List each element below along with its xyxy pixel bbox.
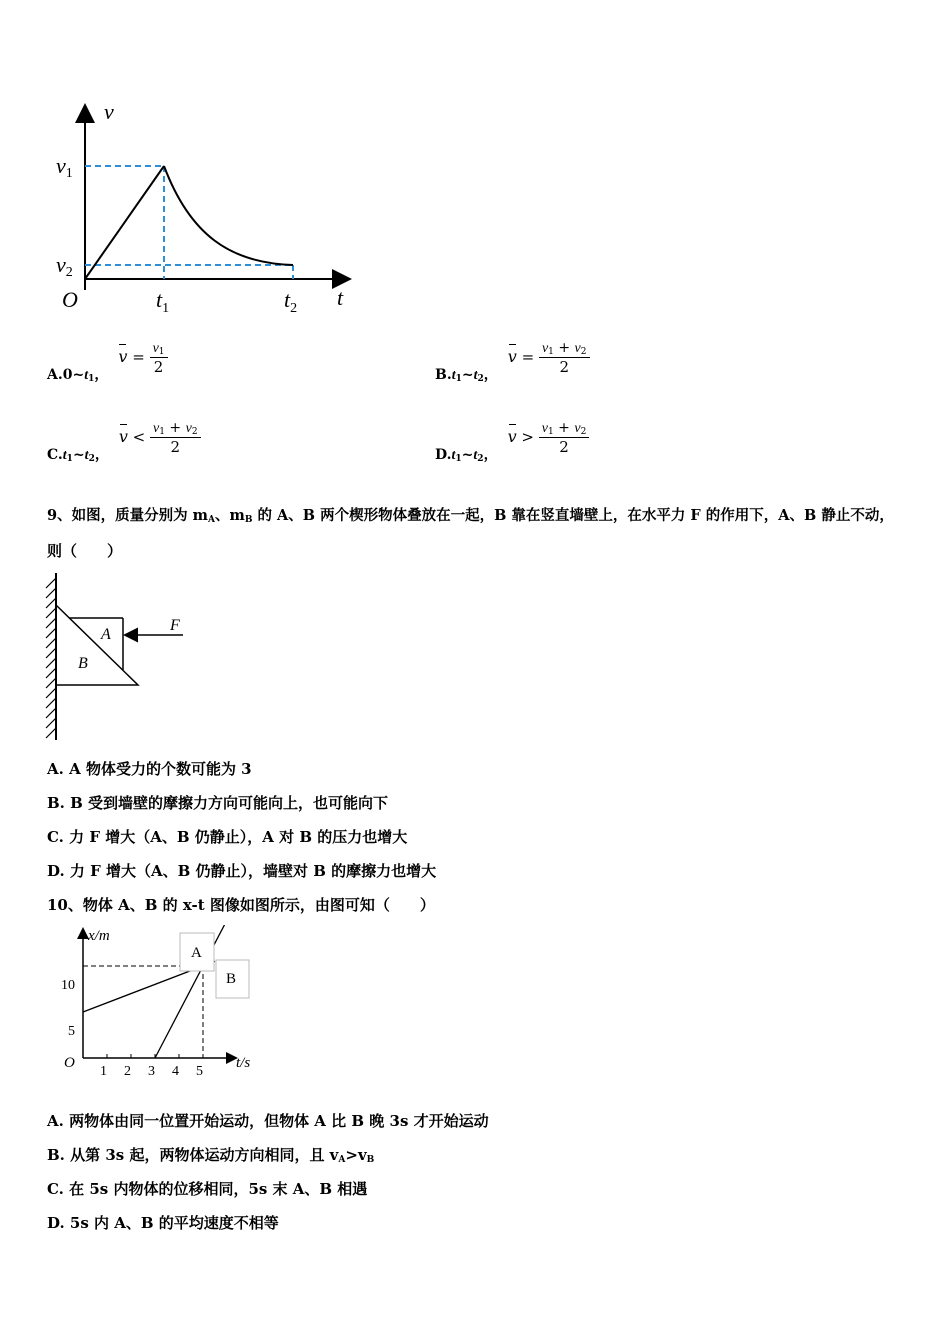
xt-y-label: x/m [88, 928, 110, 944]
vt-graph [50, 95, 360, 320]
t1-label: $t_1$ [156, 287, 170, 316]
xt-x-label: t/s [236, 1055, 251, 1071]
wedge-b-label: B [78, 655, 88, 672]
q10-option-c: C. 在 5s 内物体的位移相同，5s 末 A、B 相遇 [47, 1180, 368, 1198]
q8-option-d-label: $D.t_1\sim t_2$， [435, 447, 498, 464]
q9-option-c: C. 力 F 增大（A、B 仍静止），A 对 B 的压力也增大 [47, 828, 408, 846]
xt-x-tick-3: 3 [148, 1064, 155, 1079]
t2-label: $t_2$ [284, 287, 298, 316]
xt-chart [50, 925, 260, 1080]
wedge-b [56, 605, 138, 685]
q9-option-b: B. B 受到墙壁的摩擦力方向可能向上，也可能向下 [47, 794, 389, 812]
q8-option-b [435, 340, 590, 384]
q9-stem: 9、如图，质量分别为 $m_A$、$m_B$ 的 A、B 两个楔形物体叠放在一起，B 靠在竖直墙壁上，在水平力 F 的作用下，A、B 静止不动， [47, 507, 894, 525]
force-label: F [170, 617, 180, 634]
q8-option-c-formula: v < $\frac{v_1 + v_2}{2}$ [119, 420, 201, 456]
q8-option-b-formula: v = $\frac{v_1 + v_2}{2}$ [508, 340, 590, 376]
q10-option-a: A. 两物体由同一位置开始运动，但物体 A 比 B 晚 3s 才开始运动 [47, 1112, 489, 1130]
q10-stem: 10、物体 A、B 的 x-t 图像如图所示，由图可知（ ） [47, 896, 435, 914]
q9-stem-line2: 则（ ） [47, 542, 123, 560]
decel-curve [164, 166, 293, 265]
series-a-label: A [191, 945, 202, 961]
q8-option-a-label: $A.0\sim t_1$， [47, 367, 109, 384]
accel-segment [85, 166, 164, 279]
wall-hatching [46, 578, 56, 738]
series-b-label: B [226, 971, 237, 987]
xt-x-tick-5: 5 [196, 1064, 203, 1079]
q9-option-a: A. A 物体受力的个数可能为 3 [47, 760, 252, 778]
origin-label: O [62, 287, 78, 312]
wedge-figure [40, 570, 200, 745]
v1-label: v1 [56, 153, 73, 181]
q9-option-d: D. 力 F 增大（A、B 仍静止），墙壁对 B 的摩擦力也增大 [47, 862, 437, 880]
q8-option-d-formula: v > $\frac{v_1 + v_2}{2}$ [508, 420, 590, 456]
q10-option-d: D. 5s 内 A、B 的平均速度不相等 [47, 1214, 279, 1232]
xt-y-tick-10: 10 [61, 978, 75, 993]
xt-x-tick-2: 2 [124, 1064, 131, 1079]
x-axis-label: t [337, 285, 344, 310]
xt-x-tick-1: 1 [100, 1064, 107, 1079]
xt-y-tick-5: 5 [68, 1024, 75, 1039]
q10-option-b: B. 从第 3s 起，两物体运动方向相同，且 $v_A>v_B$ [47, 1146, 375, 1165]
q8-option-c [47, 420, 201, 464]
xt-x-tick-4: 4 [172, 1064, 179, 1079]
q8-option-c-label: $C.t_1\sim t_2$， [47, 447, 109, 464]
wedge-a-label: A [101, 626, 111, 643]
q8-option-a-formula: v = $\frac{v_1}{2}$ [118, 340, 167, 376]
v2-label: v2 [56, 252, 73, 280]
xt-origin: O [64, 1055, 75, 1071]
y-axis-label: v [104, 99, 114, 124]
q8-option-a [47, 341, 168, 384]
q8-option-d [435, 420, 589, 464]
q8-option-b-label: $B.t_1\sim t_2$， [435, 367, 498, 384]
